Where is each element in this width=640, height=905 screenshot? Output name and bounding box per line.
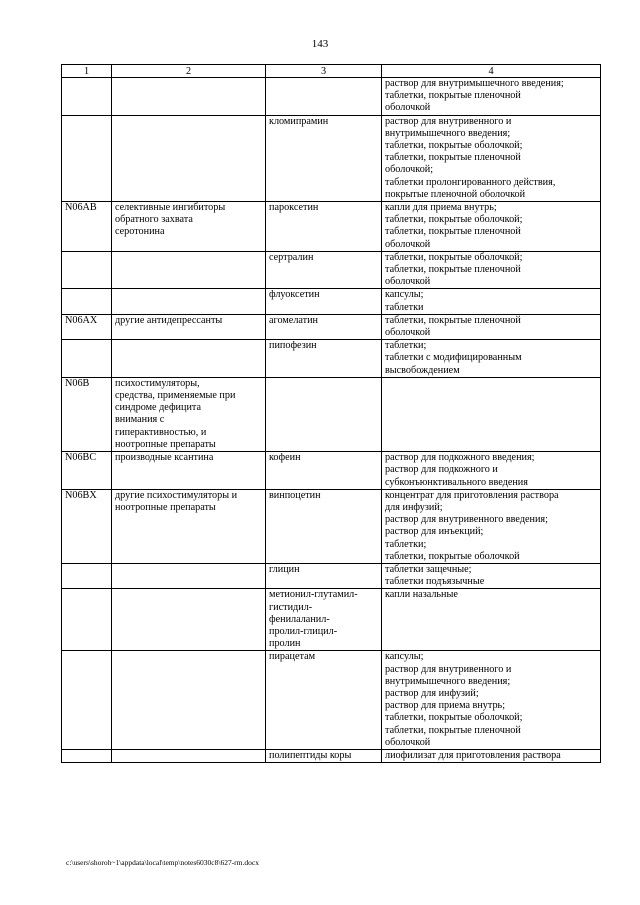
pharmacological-group-cell — [112, 251, 266, 289]
table-row — [62, 377, 601, 451]
table-row — [62, 489, 601, 563]
pharmacological-group-cell — [112, 749, 266, 762]
cell-text-line: субконъюнктивального введения — [385, 476, 528, 488]
drug-name-cell — [266, 202, 382, 252]
cell-text-line: пролин — [269, 638, 301, 650]
cell-text-line: концентрат для приготовления раствора — [385, 489, 559, 501]
cell-text-line: сертралин — [269, 251, 314, 263]
cell-text-line: раствор для внутримышечного введения; — [385, 78, 564, 89]
cell-text-line: производные ксантина — [115, 452, 214, 464]
table-row — [62, 314, 601, 339]
atc-code-cell — [62, 314, 112, 339]
cell-text-line: капсулы; — [385, 651, 424, 663]
atc-code-cell — [62, 651, 112, 750]
cell-text-line: таблетки, покрытые пленочной — [385, 90, 521, 102]
cell-text-line: N06AX — [65, 314, 98, 326]
cell-text-line: другие антидепрессанты — [115, 314, 223, 326]
cell-text-line: внутримышечного введения; — [385, 675, 511, 687]
dosage-forms-cell — [382, 78, 601, 116]
cell-text-line: N06BX — [65, 489, 97, 501]
drug-name-cell — [266, 651, 382, 750]
atc-code-cell — [62, 289, 112, 314]
atc-code-cell — [62, 251, 112, 289]
cell-text-line: селективные ингибиторы — [115, 202, 226, 214]
dosage-forms-cell — [382, 563, 601, 588]
cell-text-line: высвобождением — [385, 364, 460, 376]
dosage-forms-cell — [382, 452, 601, 490]
table-row — [62, 78, 601, 116]
drug-name-cell — [266, 340, 382, 378]
cell-text-line: средства, применяемые при — [115, 390, 236, 402]
cell-text-line: гистидил- — [269, 601, 313, 613]
cell-text-line: кофеин — [269, 452, 301, 464]
cell-text-line: раствор для подкожного введения; — [385, 452, 535, 464]
cell-text-line: таблетки, покрытые оболочкой; — [385, 712, 523, 724]
cell-text-line: обратного захвата — [115, 214, 193, 226]
cell-text-line: таблетки, покрытые пленочной — [385, 152, 521, 164]
cell-text-line: таблетки, покрытые оболочкой; — [385, 251, 523, 263]
column-header-3: 3 — [266, 65, 382, 78]
cell-text-line: раствор для инъекций; — [385, 526, 484, 538]
column-header-4: 4 — [382, 65, 601, 78]
cell-text-line: винпоцетин — [269, 489, 321, 501]
cell-text-line: раствор для внутривенного введения; — [385, 514, 548, 526]
table-row — [62, 251, 601, 289]
cell-text-line: N06AB — [65, 202, 97, 214]
drug-name-cell — [266, 377, 382, 451]
atc-code-cell — [62, 78, 112, 116]
cell-text-line: покрытые пленочной оболочкой — [385, 188, 526, 200]
cell-text-line: таблетки; — [385, 340, 427, 352]
atc-code-cell — [62, 377, 112, 451]
cell-text-line: внутримышечного введения; — [385, 127, 511, 139]
cell-text-line: кломипрамин — [269, 115, 329, 127]
cell-text-line: ноотропные препараты — [115, 501, 216, 513]
table-row — [62, 202, 601, 252]
cell-text-line: таблетки, покрытые пленочной — [385, 724, 521, 736]
table-body — [62, 78, 601, 763]
dosage-forms-cell — [382, 202, 601, 252]
pharmacological-group-cell — [112, 115, 266, 201]
drug-name-cell — [266, 749, 382, 762]
table-header-row — [62, 65, 601, 78]
cell-text-line: пролил-глицил- — [269, 625, 338, 637]
cell-text-line: таблетки, покрытые оболочкой — [385, 550, 520, 562]
cell-text-line: таблетки, покрытые пленочной — [385, 264, 521, 276]
drug-classification-table — [61, 64, 601, 763]
cell-text-line: оболочкой — [385, 102, 431, 114]
drug-name-cell — [266, 489, 382, 563]
cell-text-line: лиофилизат для приготовления раствора — [385, 749, 561, 761]
atc-code-cell — [62, 489, 112, 563]
cell-text-line: таблетки; — [385, 538, 427, 550]
table-row — [62, 563, 601, 588]
atc-code-cell — [62, 749, 112, 762]
pharmacological-group-cell — [112, 289, 266, 314]
dosage-forms-cell — [382, 489, 601, 563]
cell-text-line: раствор для подкожного и — [385, 464, 498, 476]
cell-text-line: капсулы; — [385, 289, 424, 301]
cell-text-line: оболочкой — [385, 238, 431, 250]
cell-text-line: таблетки защечные; — [385, 563, 472, 575]
cell-text-line: метионил-глутамил- — [269, 589, 358, 601]
cell-text-line: пирацетам — [269, 651, 316, 663]
cell-text-line: другие психостимуляторы и — [115, 489, 238, 501]
pharmacological-group-cell — [112, 377, 266, 451]
cell-text-line: глицин — [269, 563, 300, 575]
table-row — [62, 589, 601, 651]
dosage-forms-cell — [382, 340, 601, 378]
cell-text-line: полипептиды коры — [269, 749, 352, 761]
dosage-forms-cell — [382, 749, 601, 762]
cell-text-line: оболочкой; — [385, 164, 434, 176]
cell-text-line: таблетки, покрытые пленочной — [385, 314, 521, 326]
cell-text-line: синдроме дефицита — [115, 402, 202, 414]
column-header-1: 1 — [62, 65, 112, 78]
cell-text-line: таблетки — [385, 301, 424, 313]
table-row — [62, 452, 601, 490]
drug-name-cell — [266, 563, 382, 588]
drug-name-cell — [266, 452, 382, 490]
cell-text-line: серотонина — [115, 226, 165, 238]
dosage-forms-cell — [382, 251, 601, 289]
dosage-forms-cell — [382, 651, 601, 750]
pharmacological-group-cell — [112, 314, 266, 339]
cell-text-line: фенилаланил- — [269, 613, 330, 625]
pharmacological-group-cell — [112, 340, 266, 378]
cell-text-line: пароксетин — [269, 202, 319, 214]
cell-text-line: раствор для приема внутрь; — [385, 700, 506, 712]
dosage-forms-cell — [382, 115, 601, 201]
dosage-forms-cell — [382, 289, 601, 314]
drug-name-cell — [266, 314, 382, 339]
cell-text-line: таблетки пролонгированного действия, — [385, 176, 556, 188]
atc-code-cell — [62, 589, 112, 651]
drug-name-cell — [266, 589, 382, 651]
cell-text-line: раствор для инфузий; — [385, 687, 479, 699]
cell-text-line: N06BC — [65, 452, 97, 464]
cell-text-line: пипофезин — [269, 340, 317, 352]
table-row — [62, 340, 601, 378]
cell-text-line: таблетки с модифицированным — [385, 352, 522, 364]
cell-text-line: гиперактивностью, и — [115, 426, 207, 438]
table-row — [62, 289, 601, 314]
pharmacological-group-cell — [112, 589, 266, 651]
page-number: 143 — [311, 38, 329, 50]
pharmacological-group-cell — [112, 563, 266, 588]
cell-text-line: раствор для внутривенного и — [385, 663, 512, 675]
drug-name-cell — [266, 251, 382, 289]
cell-text-line: N06B — [65, 377, 90, 389]
table-row — [62, 115, 601, 201]
atc-code-cell — [62, 115, 112, 201]
cell-text-line: ноотропные препараты — [115, 438, 216, 450]
atc-code-cell — [62, 202, 112, 252]
cell-text-line: оболочкой — [385, 736, 431, 748]
cell-text-line: оболочкой — [385, 276, 431, 288]
cell-text-line: таблетки, покрытые пленочной — [385, 226, 521, 238]
document-file-path: c:\users\shoroh~1\appdata\local\temp\notes6030c8\627-rm.docx — [66, 858, 259, 867]
pharmacological-group-cell — [112, 202, 266, 252]
cell-text-line: для инфузий; — [385, 501, 443, 513]
dosage-forms-cell — [382, 589, 601, 651]
drug-name-cell — [266, 289, 382, 314]
cell-text-line: таблетки, покрытые оболочкой; — [385, 214, 523, 226]
atc-code-cell — [62, 340, 112, 378]
column-header-2: 2 — [112, 65, 266, 78]
cell-text-line: таблетки, покрытые оболочкой; — [385, 140, 523, 152]
drug-name-cell — [266, 78, 382, 116]
cell-text-line: таблетки подъязычные — [385, 576, 485, 588]
atc-code-cell — [62, 452, 112, 490]
cell-text-line: флуоксетин — [269, 289, 320, 301]
cell-text-line: агомелатин — [269, 314, 319, 326]
pharmacological-group-cell — [112, 651, 266, 750]
dosage-forms-cell — [382, 314, 601, 339]
dosage-forms-cell — [382, 377, 601, 451]
atc-code-cell — [62, 563, 112, 588]
cell-text-line: внимания с — [115, 414, 165, 426]
cell-text-line: психостимуляторы, — [115, 377, 200, 389]
cell-text-line: раствор для внутривенного и — [385, 115, 512, 127]
pharmacological-group-cell — [112, 78, 266, 116]
pharmacological-group-cell — [112, 452, 266, 490]
table-row — [62, 651, 601, 750]
cell-text-line: капли для приема внутрь; — [385, 202, 497, 214]
pharmacological-group-cell — [112, 489, 266, 563]
drug-name-cell — [266, 115, 382, 201]
cell-text-line: капли назальные — [385, 589, 458, 601]
table-row — [62, 749, 601, 762]
cell-text-line: оболочкой — [385, 327, 431, 339]
